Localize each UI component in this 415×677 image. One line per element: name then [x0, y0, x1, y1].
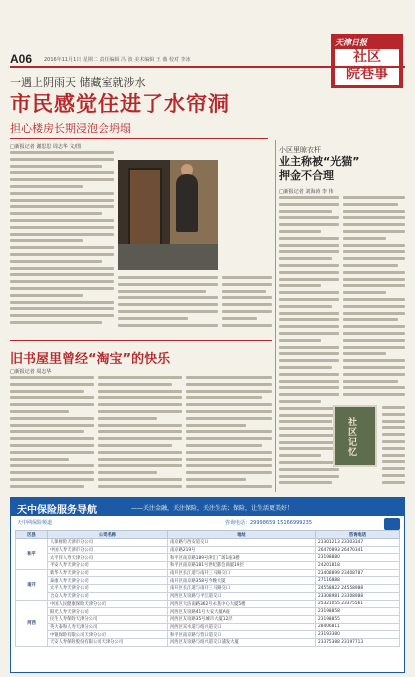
column-rule: [275, 140, 276, 492]
lead-rule: [10, 138, 268, 139]
region-cell: 和平: [16, 539, 48, 570]
right-title-line-2: 押金不合理: [279, 169, 334, 182]
col-header-address: 地址: [168, 531, 316, 539]
company-cell: 平安人寿天津分公司: [48, 562, 168, 570]
lead-subhead: 担心楼房长期浸泡会坍塌: [10, 122, 131, 135]
table-row: [16, 562, 400, 570]
table-row: [16, 585, 400, 593]
page-header: [10, 52, 405, 68]
phone-cell: 24201818: [316, 562, 400, 570]
ad-phone: 咨询电话：29998659 15166999235: [225, 520, 313, 526]
second-text-col-1: [10, 376, 94, 492]
right-story-byline: □新报记者 刘海涛 李 伟: [279, 189, 334, 195]
second-text-col-3: [186, 376, 272, 492]
phone-cell: 26470893 26470341: [316, 546, 400, 554]
region-cell: 河西: [16, 600, 48, 646]
section-divider: [10, 340, 272, 341]
phone-cell: 23375388 23197713: [316, 638, 400, 646]
phone-cell: 23193380: [316, 631, 400, 639]
phone-cell: 23408899 23408787: [316, 569, 400, 577]
lead-headline: 市民感觉住进了水帘洞: [10, 92, 230, 116]
table-row: [16, 539, 400, 547]
col-header-phone: 咨询电话: [316, 531, 400, 539]
address-cell: 河西区友谊路与绍兴道交口浦发大厦: [168, 638, 316, 646]
table-row: [16, 608, 400, 616]
address-cell: 河西区友谊路41号大安大厦A座: [168, 608, 316, 616]
table-row: [16, 615, 400, 623]
company-cell: 民生人寿保险天津分公司: [48, 615, 168, 623]
address-cell: 和平区南京路181号世纪都会商厦19层: [168, 562, 316, 570]
address-cell: 南京路与西安道交口: [168, 539, 316, 547]
address-cell: 南开区南京路358号今晚大厦: [168, 577, 316, 585]
company-cell: 阳光人寿天津分公司: [48, 608, 168, 616]
company-cell: 中国人寿天津市分公司: [48, 546, 168, 554]
address-cell: 南开区长江道与南开三马路交口: [168, 569, 316, 577]
table-row: [16, 592, 400, 600]
phone-icon: [384, 518, 400, 530]
company-cell: 英大泰和人寿天津分公司: [48, 623, 168, 631]
company-cell: 合众人寿天津分公司: [48, 592, 168, 600]
address-cell: 南京路219号: [168, 546, 316, 554]
ad-slogan: ——关注金融，关注保险，关注生活；保险，让生活更美好！: [131, 505, 294, 512]
company-cell: 中银保险有限公司天津分公司: [48, 631, 168, 639]
lead-kicker: 一遇上阴雨天 储藏室就涉水: [10, 76, 146, 89]
right-story-kicker: 小区里晾衣杆: [279, 146, 321, 154]
right-text-col-3: [382, 406, 405, 492]
table-row: [16, 577, 400, 585]
subsection-name: 院巷事: [346, 66, 388, 82]
lead-text-col-1: [10, 151, 114, 331]
phone-cell: 23198880: [316, 554, 400, 562]
table-row: [16, 631, 400, 639]
company-cell: 泰康人寿天津分公司: [48, 577, 168, 585]
phone-cell: 25321055 23375561: [316, 600, 400, 608]
section-name: 社区: [353, 49, 381, 65]
ad-brand: 天中保险服务导航: [17, 505, 97, 516]
address-cell: 河西区友谊路与平江道交口: [168, 592, 316, 600]
company-cell: 中国人民健康保险天津分公司: [48, 600, 168, 608]
lead-byline: □新报记者 谢思思 周志华 文/图: [10, 144, 82, 150]
second-story-title: 旧书屋里曾经“淘宝”的快乐: [10, 352, 171, 367]
address-cell: 河西区友谊路35号城市大厦12层: [168, 615, 316, 623]
phone-cell: 27116888: [316, 577, 400, 585]
table-row: [16, 638, 400, 646]
address-cell: 河西区宾水道与绍兴道交口: [168, 623, 316, 631]
company-cell: 天安人寿保险股份有限公司天津分公司: [48, 638, 168, 646]
col-header-company: 公司名称: [48, 531, 168, 539]
phone-cell: 23198858: [316, 608, 400, 616]
page-code: A06: [10, 52, 33, 66]
address-cell: 南开区长江道与南开三马路交口: [168, 585, 316, 593]
insurer-table: [15, 530, 400, 647]
address-cell: 河西区大沽南路362号永基中心大厦5楼: [168, 600, 316, 608]
right-text-col-1: [279, 196, 339, 492]
flooded-storage-photo: [118, 160, 218, 270]
phone-cell: 24558822 24558988: [316, 585, 400, 593]
table-row: [16, 569, 400, 577]
company-cell: 人保财险天津市分公司: [48, 539, 168, 547]
right-title-line-1: 业主称被“光猫”: [279, 155, 360, 168]
right-story-title: [279, 155, 359, 183]
table-row: [16, 600, 400, 608]
newspaper-logo: 天津日报: [335, 37, 367, 47]
lead-text-col-3: [222, 276, 272, 332]
ad-header: [11, 498, 404, 516]
col-header-region: 区县: [16, 531, 48, 539]
address-cell: 和平区南京路与营口道交口: [168, 631, 316, 639]
insurance-ad: [10, 497, 405, 673]
table-row: [16, 623, 400, 631]
right-text-col-2: [343, 196, 405, 402]
table-row: [16, 554, 400, 562]
phone-cell: 23308981 23308988: [316, 592, 400, 600]
phone-cell: 23301213 23303347: [316, 539, 400, 547]
community-memory-box: [333, 405, 377, 467]
date-line: 2016年11月1日 星期二 责任编辑 冯 波 美术编辑 王 薇 校对 李冰: [44, 57, 191, 63]
ad-subtitle: 天中网保险频道: [17, 520, 53, 526]
memory-label: 社区记忆: [346, 417, 356, 457]
table-row: [16, 546, 400, 554]
company-cell: 太平人寿天津分公司: [48, 585, 168, 593]
second-text-col-2: [98, 376, 182, 492]
second-story-byline: □新报记者 周志华: [10, 369, 52, 375]
lead-text-col-2: [118, 276, 218, 332]
company-cell: 新华人寿天津分公司: [48, 569, 168, 577]
address-cell: 和平区南京路189号津汇广场1座3楼: [168, 554, 316, 562]
region-cell: 南开: [16, 569, 48, 600]
phone-cell: 23198855: [316, 615, 400, 623]
phone-cell: 28406811: [316, 623, 400, 631]
company-cell: 太平洋人寿天津分公司: [48, 554, 168, 562]
